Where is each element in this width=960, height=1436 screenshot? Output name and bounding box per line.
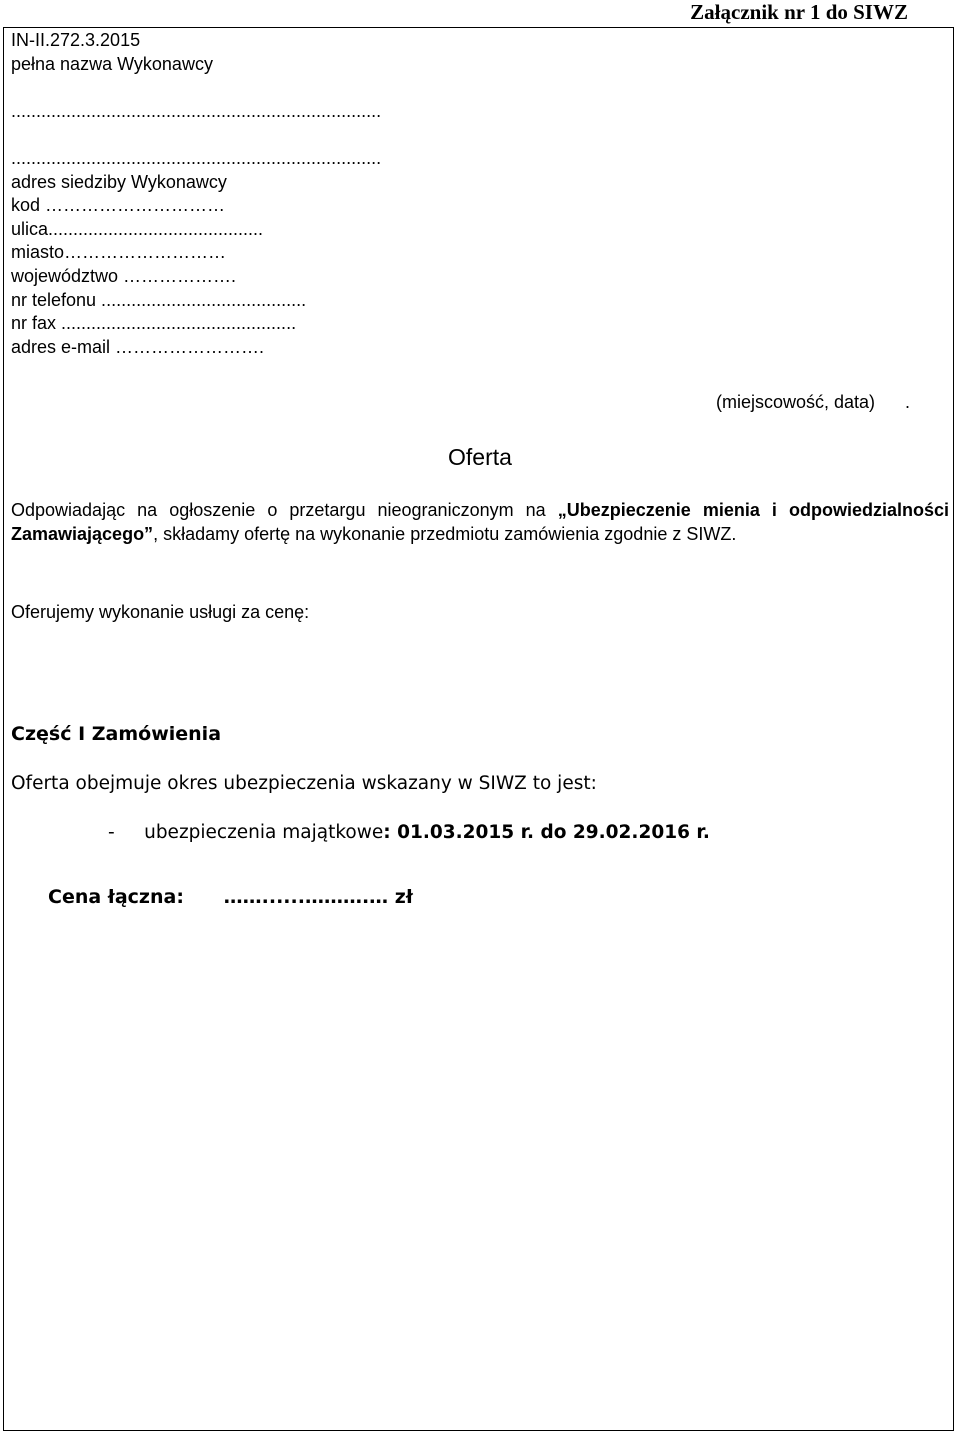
total-price (48, 884, 413, 910)
contractor-name-label: pełna nazwa Wykonawcy (11, 53, 213, 74)
annex-label: Załącznik nr 1 do SIWZ (690, 0, 908, 24)
insurance-period-text: Oferta obejmuje okres ubezpieczenia wskazany w SIWZ to jest: (11, 773, 597, 794)
bullet-dash: - (108, 822, 115, 843)
total-price-label: Cena łączna: (48, 886, 184, 908)
street-field: ulica........................................... (11, 218, 264, 239)
fax-field: nr fax ............................................... (11, 313, 297, 334)
contractor-details (11, 29, 381, 359)
phone-field: nr telefonu ......................................... (11, 289, 307, 310)
place-date-label: (miejscowość, data) . (716, 392, 911, 412)
intro-paragraph (11, 498, 949, 546)
intro-suffix: , składamy ofertę na wykonanie przedmiotu zamówienia zgodnie z SIWZ. (153, 524, 737, 544)
contractor-name-dotted-line-1: .......................................................................... (11, 100, 382, 121)
total-price-value: ……......……….… zł (223, 886, 413, 908)
city-field: miasto……………………… (11, 242, 227, 263)
tender-subject: „Ubezpieczenie mienia i odpowiedzialności Zamawiającego” (11, 500, 949, 544)
contractor-address-label: adres siedziby Wykonawcy (11, 171, 227, 192)
bullet-label: ubezpieczenia majątkowe (144, 822, 384, 843)
page-title: Oferta (448, 444, 512, 470)
blank-line (11, 123, 381, 147)
postal-code-field: kod ………………………… (11, 195, 226, 216)
intro-prefix: Odpowiadając na ogłoszenie o przetargu nieograniczonym na (11, 500, 558, 520)
contractor-name-dotted-line-2: .......................................................................... (11, 147, 382, 168)
case-number: IN-II.272.3.2015 (11, 30, 141, 50)
voivodeship-field: województwo ………………. (11, 265, 237, 286)
offer-price-text: Oferujemy wykonanie usługi za cenę: (11, 602, 310, 622)
part-title: Część I Zamówienia (11, 723, 222, 745)
bullet-dates: : 01.03.2015 r. do 29.02.2016 r. (383, 822, 710, 843)
blank-line (11, 76, 381, 100)
email-field: adres e-mail ……………………. (11, 336, 265, 357)
insurance-period-item (108, 820, 710, 846)
